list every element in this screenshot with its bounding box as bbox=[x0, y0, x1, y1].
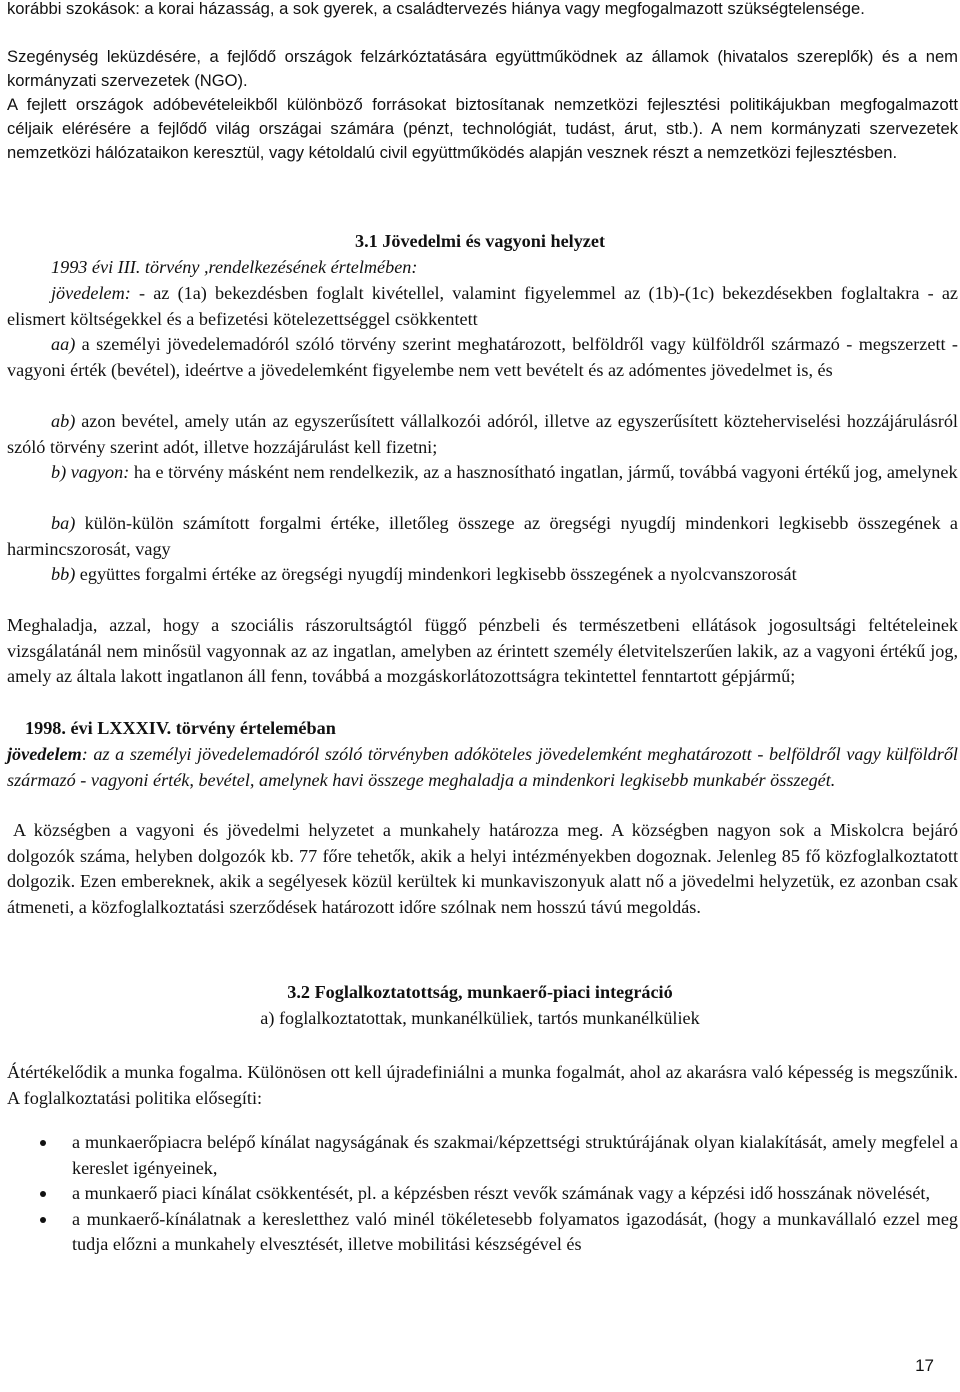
term-vagyon: b) vagyon: bbox=[51, 462, 130, 482]
list-item-text: a munkaerő-kínálatnak a keresletthez való minél tökéletesebb folyamatos igazodását, (hogy a munkavállaló ezzel meg tudja előzni a munkahely elvesztését, illetve mobilitási készségével és bbox=[72, 1208, 958, 1255]
meghaladja-paragraph: Meghaladja, azzal, hogy a szociális rászorultságtól függő pénzbeli és természetbeni ellátások jogosultsági feltételeinek vizsgálatánál nem minősül vagyonnak az az ingatlan, amelyben az érintett személy életvitelszerűen lakik, az a vagyoni értékű jog, amely az általa lakott ingatlanon áll fenn, továbbá a mozgáskorlátozottságra tekintettel fenntartott gépjármű; bbox=[7, 615, 958, 687]
list-item bbox=[7, 1181, 958, 1207]
definition-jovedelem-1998-text: : az a személyi jövedelemadóról szóló törvényben adóköteles jövedelemként meghatározott - belföldről vagy külföldről származó - vagyoni érték, bevétel, amelynek havi összege meghaladja a mindenkori legkisebb munkabér összegét. bbox=[7, 744, 958, 790]
bullet-icon bbox=[40, 1191, 46, 1197]
definition-aa bbox=[7, 332, 958, 383]
definition-vagyon bbox=[7, 460, 958, 486]
bullet-icon bbox=[40, 1217, 46, 1223]
term-jovedelem: jövedelem: bbox=[51, 283, 131, 303]
foglalkoztatas-intro: Átértékelődik a munka fogalma. Különösen ott kell újradefiniálni a munka fogalmát, ahol az akarásra való képesség is megszűnik. A foglalkoztatási politika elősegíti: bbox=[7, 1062, 958, 1108]
intro-paragraph-1: korábbi szokások: a korai házasság, a sok gyerek, a családtervezés hiánya vagy megfogalmazott szükségtelensége. bbox=[7, 0, 865, 18]
kozseg-paragraph: A községben a vagyoni és jövedelmi helyzetet a munkahely határozza meg. A községben nagyon sok a Miskolcra bejáró dolgozók száma, helyben dolgozók kb. 77 főre tehetők, akik a helyi intézményekben dogoznak. Jelenleg 85 fő közfoglalkoztatott dolgozik. Ezen embereknek, akik a segélyesek közül kerültek ki munkaviszonyuk alatt nő a jövedelmi helyzetük, ez azonban csak átmeneti, a közfoglalkoztatási szerződések határozott időre szólnak nem hosszú távú megoldás. bbox=[7, 820, 958, 917]
section-subheading-3-2: a) foglalkoztatottak, munkanélküliek, tartós munkanélküliek bbox=[260, 1008, 700, 1028]
page-number: 17 bbox=[915, 1356, 934, 1375]
definition-ab bbox=[7, 409, 958, 460]
law-1993-reference: 1993 évi III. törvény ,rendelkezésének értelmében: bbox=[51, 257, 418, 277]
intro-paragraph-2: Szegénység leküzdésére, a fejlődő országok felzárkóztatására együttműködnek az államok (hivatalos szereplők) és a nem kormányzati szervezetek (NGO). bbox=[7, 47, 958, 90]
definition-jovedelem-1998 bbox=[7, 742, 958, 793]
definition-aa-text: a személyi jövedelemadóról szóló törvény szerint meghatározott, belföldről vagy külföldről származó - megszerzett - vagyoni érték (bevétel), ideértve a jövedelemként figyelembe nem vett bevételt és az adómentes jövedelmet is, és bbox=[7, 334, 958, 380]
term-aa: aa) bbox=[51, 334, 76, 354]
term-bb: bb) bbox=[51, 564, 76, 584]
definition-jovedelem-text: - az (1a) bekezdésben foglalt kivétellel, valamint figyelemmel az (1b)-(1c) bekezdésekben foglaltakra - az elismert költségekkel és a befizetési kötelezettséggel csökkentett bbox=[7, 283, 958, 329]
list-item bbox=[7, 1207, 958, 1258]
policy-bullet-list bbox=[7, 1130, 958, 1258]
bullet-icon bbox=[40, 1140, 46, 1146]
term-ab: ab) bbox=[51, 411, 76, 431]
definition-jovedelem bbox=[7, 281, 958, 332]
definition-ba-text: külön-külön számított forgalmi értéke, illetőleg összege az öregségi nyugdíj mindenkori legkisebb összegének a harmincszorosát, vagy bbox=[7, 513, 958, 559]
law-1998-reference: 1998. évi LXXXIV. törvény érteleméban bbox=[25, 718, 336, 738]
term-jovedelem-1998: jövedelem bbox=[7, 744, 82, 764]
definition-bb bbox=[7, 562, 958, 588]
definition-bb-text: együttes forgalmi értéke az öregségi nyugdíj mindenkori legkisebb összegének a nyolcvanszorosát bbox=[75, 564, 797, 584]
section-heading-3-1: 3.1 Jövedelmi és vagyoni helyzet bbox=[354, 231, 606, 251]
list-item-text: a munkaerő piaci kínálat csökkentését, pl. a képzésben részt vevők számának vagy a képzési idő hosszának növelését, bbox=[72, 1183, 931, 1204]
definition-ab-text: azon bevétel, amely után az egyszerűsített vállalkozói adóról, illetve az egyszerűsített közteherviselési hozzájárulásról szóló törvény szerint adót, illetve hozzájárulást kell fizetni; bbox=[7, 411, 958, 457]
intro-paragraph-3: A fejlett országok adóbevételeikből különböző forrásokat biztosítanak nemzetközi fejlesztési politikájukban megfogalmazott céljaik elérésére a fejlődő világ országai számára (pénzt, technológiát, tudást, árut, stb.). A nem kormányzati szervezetek nemzetközi hálózataikon keresztül, vagy kétoldalú civil együttműködés alapján vesznek részt a nemzetközi fejlesztésben. bbox=[7, 95, 958, 162]
definition-ba bbox=[7, 511, 958, 562]
term-ba: ba) bbox=[51, 513, 76, 533]
list-item bbox=[7, 1130, 958, 1181]
section-heading-3-2: 3.2 Foglalkoztatottság, munkaerő-piaci integráció bbox=[287, 982, 673, 1002]
list-item-text: a munkaerőpiacra belépő kínálat nagyságának és szakmai/képzettségi struktúrájának olyan kialakítását, amely megfelel a kereslet igényeinek, bbox=[72, 1132, 958, 1178]
definition-vagyon-text: ha e törvény másként nem rendelkezik, az a hasznosítható ingatlan, jármű, továbbá vagyoni értékű jog, amelynek bbox=[129, 462, 958, 482]
